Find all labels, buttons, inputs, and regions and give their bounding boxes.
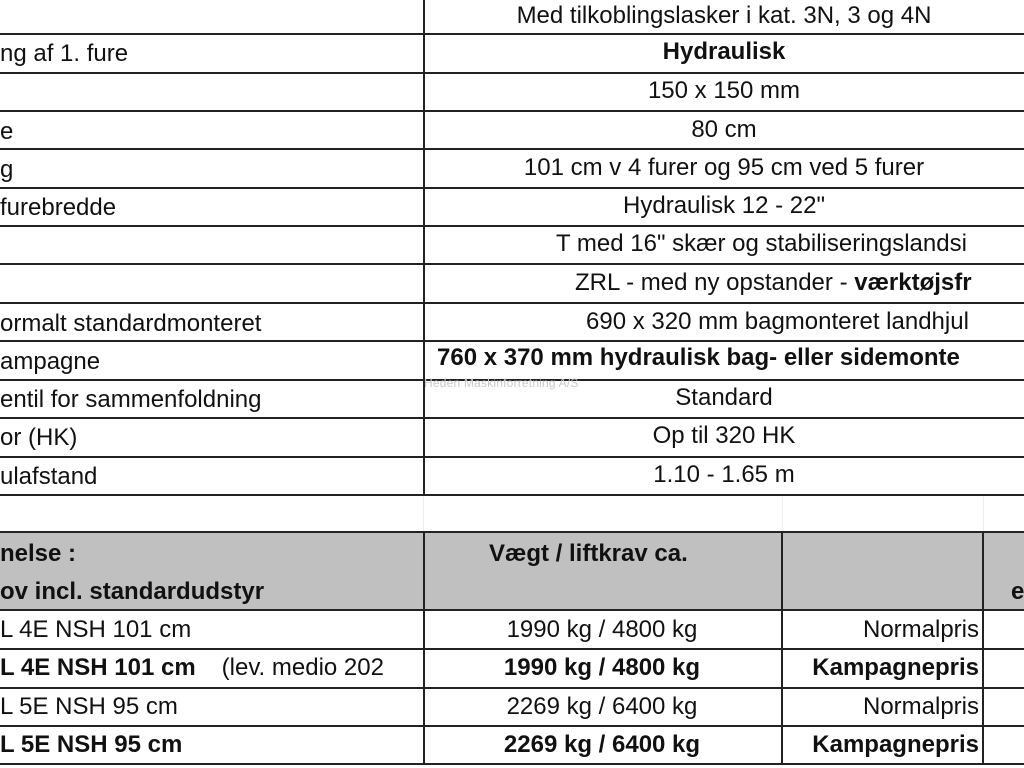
- spec-row: [0, 112, 1024, 148]
- spec-row: [0, 457, 1024, 493]
- row-divider: [0, 494, 1024, 496]
- table-row: [0, 612, 1024, 648]
- row-divider: [0, 609, 1024, 611]
- watermark-text: Heden Maskinforretning A/S: [424, 376, 579, 390]
- spec-value: Hydraulisk: [662, 38, 786, 65]
- spec-label: entil for sammenfoldning: [0, 386, 262, 413]
- table-row: [0, 727, 1024, 763]
- spec-label: ulafstand: [0, 463, 98, 490]
- header-price: e: [1011, 578, 1024, 605]
- spec-label: ormalt standardmonteret: [0, 310, 262, 337]
- model-price-type: Kampagnepris: [812, 654, 979, 681]
- spec-label: ng af 1. fure: [0, 40, 129, 67]
- model-price-type: Normalpris: [862, 616, 979, 643]
- spec-value: Hydraulisk 12 - 22": [623, 192, 825, 219]
- spec-value: 101 cm v 4 furer og 95 cm ved 5 furer: [523, 154, 925, 181]
- spec-row: [0, 73, 1024, 109]
- spec-row: [0, 226, 1024, 262]
- gridline: [423, 496, 424, 532]
- model-name: L 4E NSH 101 cm: [0, 616, 192, 643]
- spec-label: g: [0, 156, 14, 183]
- gridline: [983, 496, 984, 532]
- spec-label: [0, 0, 424, 34]
- spec-value: Op til 320 HK: [652, 422, 796, 449]
- model-price-type: Kampagnepris: [812, 731, 979, 758]
- spec-value: T med 16" skær og stabiliseringslandsi: [556, 230, 967, 257]
- spec-label: ampagne: [0, 348, 101, 375]
- spec-label: [0, 265, 424, 301]
- spec-value: Med tilkoblingslasker i kat. 3N, 3 og 4N: [516, 2, 932, 29]
- header-weight: Vægt / liftkrav ca.: [489, 540, 688, 567]
- header-description-line1: nelse :: [0, 540, 77, 567]
- spec-row: [0, 342, 1024, 378]
- spec-value: ZRL - med ny opstander - værktøjsfr: [575, 269, 972, 296]
- model-name: L 5E NSH 95 cm: [0, 731, 183, 758]
- spec-row: [0, 304, 1024, 340]
- model-name: L 5E NSH 95 cm: [0, 693, 178, 720]
- spec-row: [0, 0, 1024, 34]
- spec-value: 760 x 370 mm hydraulisk bag- eller sidemonte: [437, 344, 960, 371]
- spec-label: e: [0, 118, 14, 145]
- spec-row: [0, 265, 1024, 301]
- table-row: [0, 650, 1024, 686]
- model-name: L 4E NSH 101 cm (lev. medio 202: [0, 654, 384, 681]
- row-divider: [0, 531, 1024, 533]
- table-row: [0, 689, 1024, 725]
- spec-value: Standard: [675, 384, 773, 411]
- spec-row: [0, 188, 1024, 224]
- row-divider: [0, 763, 1024, 765]
- model-price-type: Normalpris: [862, 693, 979, 720]
- spec-row: [0, 418, 1024, 454]
- spec-value: 80 cm: [691, 116, 757, 143]
- spec-row: [0, 150, 1024, 186]
- spec-value: 150 x 150 mm: [647, 77, 801, 104]
- model-weight: 1990 kg / 4800 kg: [506, 616, 698, 643]
- spec-value: 690 x 320 mm bagmonteret landhjul: [586, 308, 969, 335]
- spec-label: furebredde: [0, 194, 117, 221]
- gridline: [782, 496, 783, 532]
- model-weight: 2269 kg / 6400 kg: [503, 731, 701, 758]
- spec-value: 1.10 - 1.65 m: [653, 461, 795, 488]
- model-weight: 2269 kg / 6400 kg: [506, 693, 698, 720]
- spec-label: or (HK): [0, 424, 78, 451]
- spec-row: [0, 36, 1024, 72]
- spec-label: [0, 226, 424, 262]
- header-description-line2: ov incl. standardudstyr: [0, 578, 265, 605]
- models-table-header: [0, 532, 1024, 610]
- spec-label: [0, 73, 424, 109]
- model-weight: 1990 kg / 4800 kg: [503, 654, 701, 681]
